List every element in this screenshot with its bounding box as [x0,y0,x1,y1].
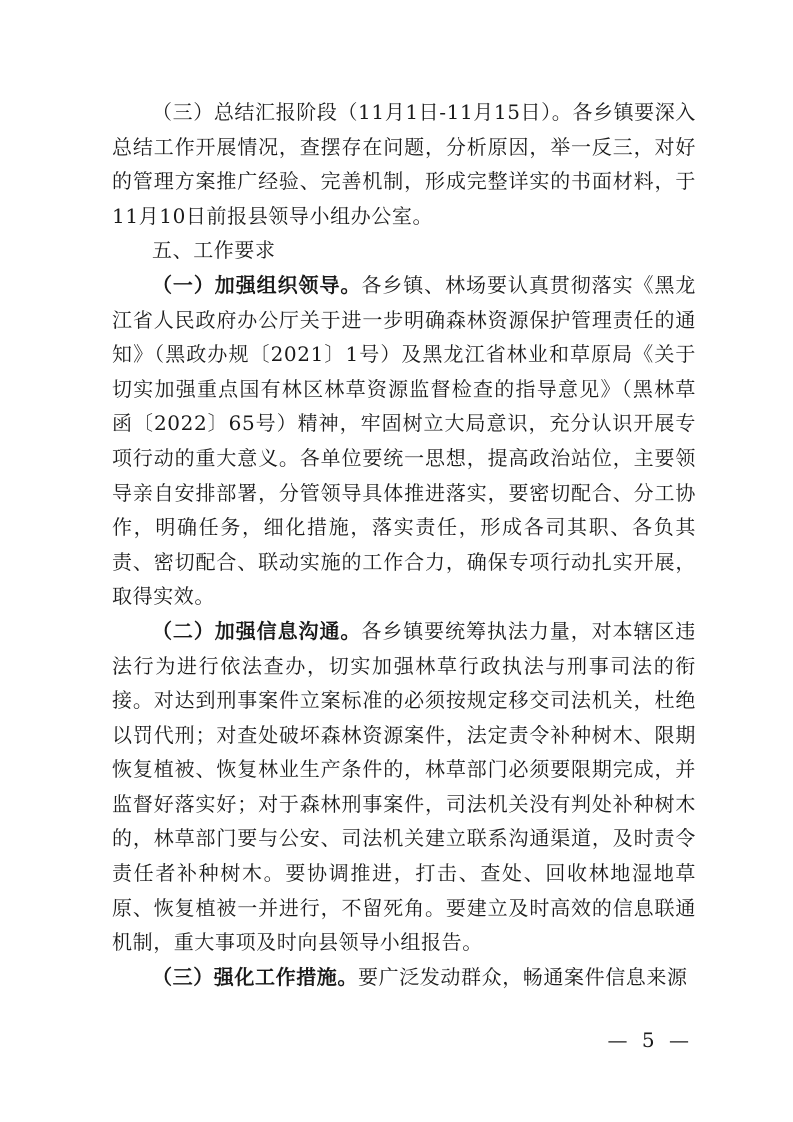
paragraph-body-measures: 要广泛发动群众，畅通案件信息来源 [358,964,688,989]
paragraph-lead-information: （二）加强信息沟通。 [152,618,362,643]
paragraph-lead-measures: （三）强化工作措施。 [152,964,358,989]
document-body [112,95,696,994]
page-number: — 5 — [607,1028,693,1052]
paragraph-information-communication [112,614,696,960]
paragraph-organization-leadership [112,268,696,614]
paragraph-body-organization: 各乡镇、林场要认真贯彻落实《黑龙江省人民政府办公厅关于进一步明确森林资源保护管理责任的通知》（黑政办规〔2021〕1号）及黑龙江省林业和草原局《关于切实加强重点国有林区林草资源监督检查的指导意见》（黑林草函〔2022〕65号）精神，牢固树立大局意识，充分认识开展专项行动的重大意义。各单位要统一思想，提高政治站位，主要领导亲自安排部署，分管领导具体推进落实，要密切配合、分工协作，明确任务，细化措施，落实责任，形成各司其职、各负其责、密切配合、联动实施的工作合力，确保专项行动扎实开展，取得实效。 [112,272,696,609]
paragraph-lead-organization: （一）加强组织领导。 [152,272,362,297]
paragraph-body-information: 各乡镇要统筹执法力量，对本辖区违法行为进行依法查办，切实加强林草行政执法与刑事司法的衔接。对达到刑事案件立案标准的必须按规定移交司法机关，杜绝以罚代刑；对查处破坏森林资源案件，法定责令补种树木、限期恢复植被、恢复林业生产条件的，林草部门必须要限期完成，并监督好落实好；对于森林刑事案件，司法机关没有判处补种树木的，林草部门要与公安、司法机关建立联系沟通渠道，及时责令责任者补种树木。要协调推进，打击、查处、回收林地湿地草原、恢复植被一并进行，不留死角。要建立及时高效的信息联通机制，重大事项及时向县领导小组报告。 [112,618,696,955]
paragraph-work-measures [112,960,696,995]
section-heading-work-requirements: 五、工作要求 [152,238,276,263]
paragraph-summary-stage: （三）总结汇报阶段（11月1日-11月15日）。各乡镇要深入总结工作开展情况，查摆存在问题，分析原因，举一反三，对好的管理方案推广经验、完善机制，形成完整详实的书面材料，于11月10日前报县领导小组办公室。 [112,100,696,228]
